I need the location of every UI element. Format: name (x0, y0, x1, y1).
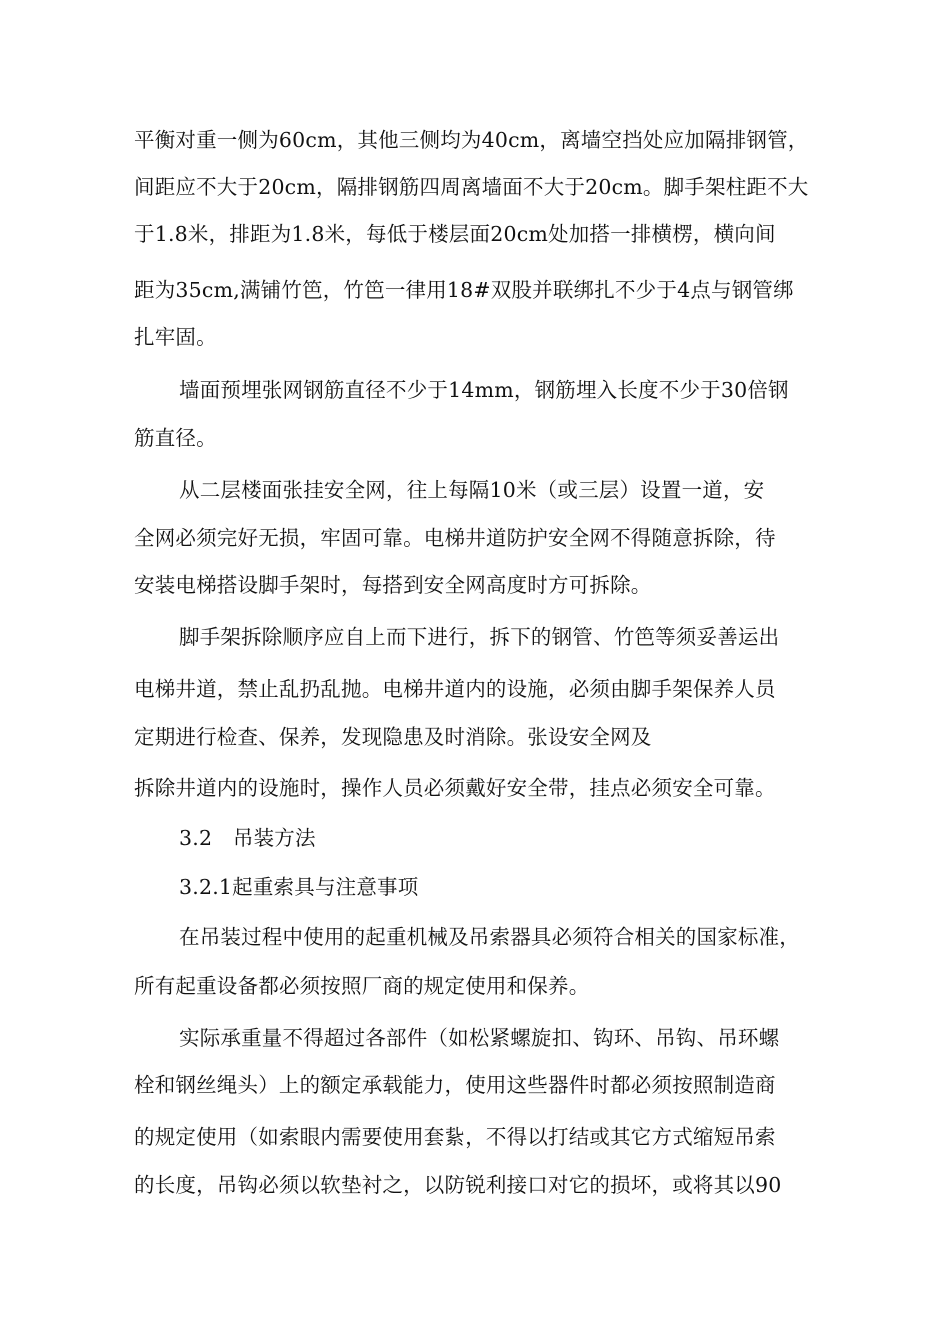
text-line: 的长度，吊钩必须以软垫衬之，以防锐利接口对它的损坏，或将其以90 (134, 1173, 782, 1197)
text-line: 电梯井道，禁止乱扔乱抛。电梯井道内的设施，必须由脚手架保养人员 (134, 677, 776, 701)
section-heading: 3.2 吊装方法 (179, 826, 316, 850)
paragraph-start-line: 脚手架拆除顺序应自上而下进行，拆下的钢管、竹笆等须妥善运出 (179, 625, 780, 649)
text-line: 拆除井道内的设施时，操作人员必须戴好安全带，挂点必须安全可靠。 (134, 776, 776, 800)
text-line: 全网必须完好无损，牢固可靠。电梯井道防护安全网不得随意拆除，待 (134, 526, 776, 550)
subsection-heading: 3.2.1起重索具与注意事项 (179, 875, 419, 899)
text-line: 于1.8米，排距为1.8米，每低于楼层面20cm处加搭一排横楞，横向间 (134, 222, 776, 246)
text-line: 安装电梯搭设脚手架时，每搭到安全网高度时方可拆除。 (134, 573, 652, 597)
text-line: 间距应不大于20cm，隔排钢筋四周离墙面不大于20cm。脚手架柱距不大 (134, 175, 809, 199)
text-line: 扎牢固。 (134, 325, 217, 349)
paragraph-start-line: 实际承重量不得超过各部件（如松紧螺旋扣、钩环、吊钩、吊环螺 (179, 1026, 780, 1050)
paragraph-start-line: 在吊装过程中使用的起重机械及吊索器具必须符合相关的国家标准， (179, 925, 800, 949)
text-line: 平衡对重一侧为60cm，其他三侧均为40cm，离墙空挡处应加隔排钢管， (134, 128, 809, 152)
text-line: 筋直径。 (134, 426, 217, 450)
text-line: 栓和钢丝绳头）上的额定承载能力，使用这些器件时都必须按照制造商 (134, 1073, 776, 1097)
text-line: 距为35cm,满铺竹笆，竹笆一律用18#双股并联绑扎不少于4点与钢管绑 (134, 278, 794, 302)
text-line: 定期进行检查、保养，发现隐患及时消除。张设安全网及 (134, 725, 652, 749)
paragraph-start-line: 墙面预埋张网钢筋直径不少于14mm，钢筋埋入长度不少于30倍钢 (179, 378, 789, 402)
text-line: 所有起重设备都必须按照厂商的规定使用和保养。 (134, 974, 590, 998)
text-line: 的规定使用（如索眼内需要使用套紥，不得以打结或其它方式缩短吊索 (134, 1125, 776, 1149)
paragraph-start-line: 从二层楼面张挂安全网，往上每隔10米（或三层）设置一道，安 (179, 478, 765, 502)
